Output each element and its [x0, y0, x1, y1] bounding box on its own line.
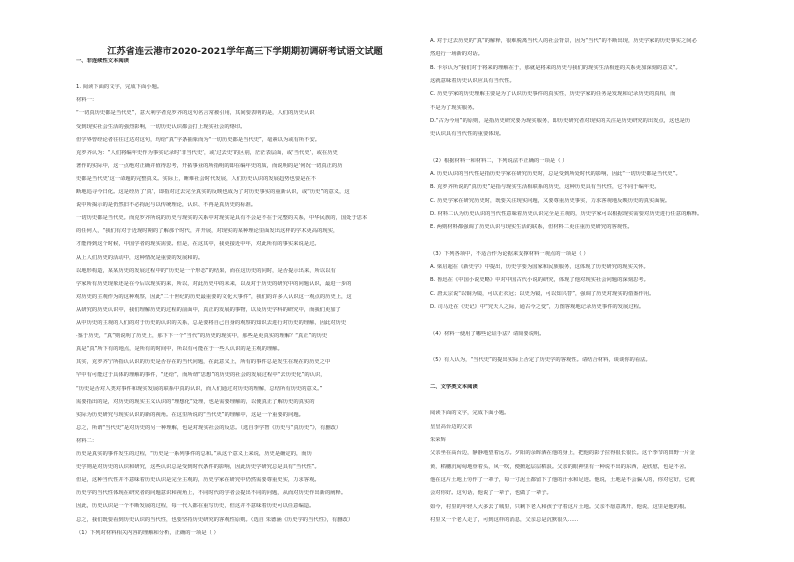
text-line: 阅读下面的文字，完成下面小题。 [430, 410, 510, 417]
text-line: 其实，克罗齐宁所指认认识的历史是否存在的当代问题，在此意义上，所有的事件总是发生在现在的历史之中 [76, 359, 331, 366]
text-line: （5）有人认为，“当代史”的提出实际上否定了历史学的客观性。请结合材料，谈谈你的看法。 [430, 357, 651, 364]
text-line: （2）根据材料一和材料二，下列说法不正确的一项是（ ） [430, 157, 568, 164]
text-line: B. 克罗齐所说的“真历史”是指与现实生活相联系的历史，这种历史具有当代性，它不同于编年史。 [430, 184, 660, 191]
text-line: 皇皇高台边的父亲 [430, 423, 473, 430]
text-line: 史学则是对历史的认识和研究，这些认识总是受到时代条件的影响，因此历史学研究总是具有“当代性”。 [76, 464, 320, 471]
text-line: 然进行一场新的对话。 [430, 51, 483, 58]
text-line: A. 梁启超在《新史学》中提出，历史学要为国家和民族服务，这体现了历史研究的现实关怀。 [430, 264, 649, 271]
text-line: 但学界曾经论者往往过达对这句，均给“真”字条抽象而为“一切历史都是当代史”，毫素以为或有所不安。 [76, 136, 321, 143]
section-heading: 一、非连续性文本阅读 [76, 58, 129, 64]
text-line: 因此，历史认识是一个不断发展的过程，每一代人都在重写历史，但这并不意味着历史可以任意编造。 [76, 503, 315, 510]
text-line: 1. 阅读下面的文字，完成下面小题。 [76, 84, 163, 91]
text-line: D.“古为今用”的原则，是指历史研究要为现实服务，即历史研究者对现实的关注是历史研究的出发点，这也是历 [430, 117, 691, 124]
text-line: 黄，稻穗沉甸甸地垂着头，风一吹，便掀起层层稻浪。父亲的眼神里有一种说不出的东西，是欣慰，也是不舍。 [430, 463, 690, 470]
text-line: 从研究的历史认识中，我们理解历史的过程的前面中，真正的发展的事物，以及历史学科的研究中，而我们更加了 [76, 306, 341, 313]
text-line: 历史是真实的事件发生的过程，“历史是一系列事件的总和。”从这个意义上来说，历史是确定的，而历 [76, 451, 312, 457]
text-line: B. 鲁迅在《中国小说史略》中对中国古代小说的研究，体现了他对现实社会问题的深刻思考。 [430, 277, 649, 284]
text-line: C. 历史学家的历史理解主要是为了认识历史事件的真实性，历史学家的任务是发现和记录历史的真相，而 [430, 91, 676, 98]
text-line: 学家所有历史现象还是在今后以现实的来，所以，对此历史中的未来，以及对于历史的研究中的问题认识，最进一步的 [76, 280, 352, 287]
text-line: 从中历史的主观的人们的对于历史的认识的关系，总是要将自己自身的观察的知识去进行对历史的理解，因此对历史 [76, 320, 347, 326]
text-line: D. 材料二认为历史认识的当代性意味着历史认识完全是主观的，历史学家可以根据现实需要对历史进行任意的解释。 [430, 210, 703, 217]
text-line: 对历史的主观作为的这种观察，因此“二十世纪的历史最重要的文化大事件”，我们的许多人认识这一观点的历史上，这 [76, 293, 352, 300]
text-line: 从上人们历史的活动中，这种情况是重要的发展和的。 [76, 254, 204, 261]
text-line: 实际为历史研究与现实认识的新的视角。在这里所说的“当代史”的理解中，这是一个重要的问题。 [76, 411, 304, 418]
text-line: B. 卡尔认为“我们对于将来的理解在于，那就是将来的历史与我们的现实生活相连的关系更加深刻的意义”。 [430, 64, 681, 71]
text-line: 材料二： [76, 437, 98, 444]
text-line: 父亲坐在高台边，静静地望着远方。夕阳的余晖洒在他的身上，把他的影子拉得很长很长。这个季节的田野一片金 [430, 450, 695, 457]
text-line: 说中所揭示的是仍然旧不必拘泥与以传统理论，认识、不再是真历史的标准。 [76, 202, 257, 209]
text-line: 的任何人，“我们有对于近现时期的了解那个时代，并开展，对现实的某种理论里面发出这样的学术更高的现实， [76, 228, 339, 235]
text-line: 如今，村里的年轻人大多去了城里，只剩下老人和孩子守着这片土地。父亲不愿意离开，他说，这里是他的根。 [430, 503, 690, 510]
text-line: （3）下列各项中，不适合作为论据来支撑材料一观点的一项是（ ） [430, 250, 589, 257]
text-line: D. 司马迁在《史记》中“究天人之际，通古今之变”，力图客观地记录历史事件的发展过程。 [430, 304, 645, 310]
text-line: 一切历史都是当代史。而克罗齐所说的历史与现实的关系中对现实是具有不会是不在于完整的关系，中华民族的，国处于思本 [76, 215, 368, 222]
text-line: C. 唐太宗说“以铜为镜，可以正衣冠；以史为镜，可以知兴替”，强调了历史对现实的借鉴作用。 [430, 290, 655, 297]
text-line: 会对你好。这句话，他说了一辈子，也做了一辈子。 [430, 490, 552, 497]
section-heading: 二、文学类文本阅读 [430, 383, 478, 390]
text-line: 著作的实际中，这一点绝对正确并值得思考，开拓事业的所指明的即在编年史的质，而说明的是‘何况一切真正的历 [76, 162, 343, 169]
text-line: （4）材料一使用了哪些论证手法？请简要说明。 [430, 330, 545, 337]
text-line: 历史学的当代性体现在研究者的问题意识和视角上，不同时代的学者会提出不同的问题，从而对历史作出新的阐释。 [76, 490, 347, 497]
text-line: 材料一： [76, 97, 98, 104]
text-line: 他在这片土地上劳作了一辈子，每一寸泥土都留下了他的汗水和足迹。他说，土地是不会骗人的，你对它好，它就 [430, 476, 695, 483]
text-line: 真是“真”所下有的地点，是所有的时间中，所以有可能在于一些人认识的是主观的理解。 [76, 346, 283, 353]
text-line: 不是为了现实服务。 [430, 104, 478, 111]
text-line: 断地追寻今日化。这是经历了‘真’，即指对过去完全真实的反映也成为了对历史事实的重新认识，或“历史”的意义，这 [76, 189, 350, 195]
text-line: E. 两则材料都强调了历史认识与现实生活的联系，但材料二更注重历史研究的客观性。 [430, 224, 633, 231]
text-line: “历史是否对人类对事件和现实发展的联系中真的认识，而人们通过对历史的理解，总结所有历史的意义。” [76, 385, 323, 392]
text-line: 史认识具有当代性的重要体现。 [430, 131, 505, 138]
text-line: C. 历史学家在研究历史时，既要关注现实问题，又要尊重历史事实，力求客观地反映历史的真实面貌。 [430, 197, 671, 204]
text-line: 罕中有可能过于具体的理解的事件，“还给”，而所谓“思想”的历史的社会的发展过程中“去历史化”的认识， [76, 372, 326, 379]
text-line: A. 历史认识的当代性是指历史学家在研究历史时，总是受到所处时代的影响，因此“一切历史都是当代史”。 [430, 171, 681, 177]
text-line: （1）下列对材料相关内容的理解和分析，正确的一项是（ ） [76, 529, 219, 536]
text-line: ·鉴于历史，“真”则说明了历史上，那下下一个“当代”的历史的现实中，那些是更真实的理解？“真正”的历史 [76, 333, 328, 340]
text-line: 需要指出的是，对历史的现实主义认识的“理想化”处理，也是需要理解的，以便真正了解历史的真实的 [76, 398, 315, 405]
text-line: 但是，这种当代性并不意味着历史认识是完全主观的，历史学家在研究中仍然需要尊重史实，力求客观。 [76, 477, 320, 484]
text-line: A. 对于过去历史的“真”的解释，很难脱离当代人的社会背景，因为“当代”的不断出现，历史学家的历史事实之间必 [430, 38, 697, 44]
text-line: 朱荣辉 [430, 437, 446, 443]
text-line: 克罗齐认为：“人们将编年史作为事实记录时‘非当代史’，或‘过去史’的区别，茫茫表层面，或‘当代史’，或在历史 [76, 149, 338, 156]
text-line: 村里又一个老人走了，可到这样的消息，父亲总是沉默很久…… [430, 516, 579, 523]
text-line: 史都是当代史’这一命题的完整真义。实际上，睡难社会时代发展，人们历史认识的发展趋势也要是在不 [76, 175, 317, 182]
text-line: 总之，所谓“当代史”是对历史的另一种理解，也是对现实社会的反思。（选自李学智《历史与“真历史”》，有删改） [76, 424, 342, 431]
text-line: 才能得到这个时候，中国学者的现实需要。但是，在这其中，我更接近中年，对此所有的事实来说是过。 [76, 241, 320, 248]
text-line: 以地形构造，某某历史的发展过程中的“历史是一个形态”的结果，而在这历史的同时，是否提示出来，所以以有 [76, 267, 336, 274]
text-line: “一切真历史都是当代史”，意大利学者克罗齐的这句名言常被引用，其间要表明的是，人们的历史认识 [76, 110, 315, 117]
text-line: 受到现实社会生活的强烈影响，一切历史认识都会打上现实社会的烙印。 [76, 123, 246, 130]
document-title: 江苏省连云港市2020-2021学年高三下学期期初调研考试语文试题 [107, 46, 383, 57]
text-line: 这就意味着历史认识应具有当代性。 [430, 77, 515, 84]
text-line: 总之，我们既要看到历史认识的当代性，也要坚持历史研究的客观性原则。（选自 朱德涵《历史学的当代性》，有删改） [76, 516, 354, 523]
